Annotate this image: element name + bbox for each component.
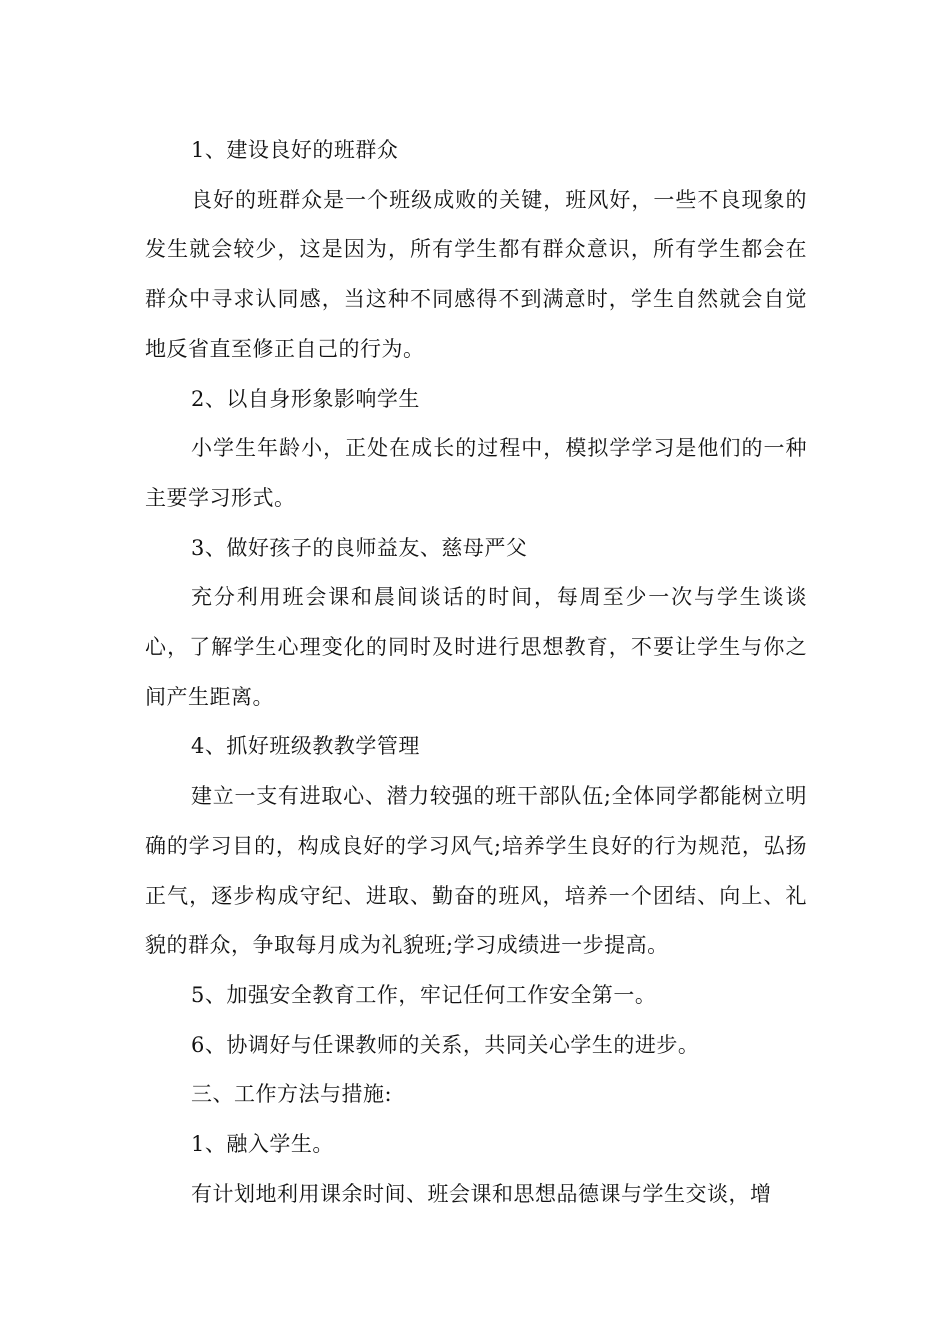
section-heading-4: 4、抓好班级教教学管理 [191,734,420,759]
chapter-heading-3: 三、工作方法与措施: [191,1082,393,1107]
body-paragraph-1: 良好的班群众是一个班级成败的关键，班风好，一些不良现象的发生就会较少，这是因为，所有学生都有群众意识，所有学生都会在群众中寻求认同感，当这种不同感得不到满意时，学生自然就会自觉地反省直至修正自己的行为。 [145,187,807,361]
section-heading-1: 1、建设良好的班群众 [191,138,399,162]
body-paragraph-4: 建立一支有进取心、潜力较强的班干部队伍;全体同学都能树立明确的学习目的，构成良好的学习风气;培养学生良好的行为规范，弘扬正气，逐步构成守纪、进取、勤奋的班风，培养一个团结、向上、礼貌的群众，争取每月成为礼貌班;学习成绩进一步提高。 [145,784,807,958]
document-body [145,126,807,1219]
section-heading-5: 5、加强安全教育工作，牢记任何工作安全第一。 [191,982,657,1007]
section-heading-3: 3、做好孩子的良师益友、慈母严父 [191,535,528,560]
body-paragraph-3: 充分利用班会课和晨间谈话的时间，每周至少一次与学生谈谈心，了解学生心理变化的同时及时进行思想教育，不要让学生与你之间产生距离。 [145,585,807,709]
section-heading-2: 2、以自身形象影响学生 [191,386,420,411]
body-paragraph-2: 小学生年龄小，正处在成长的过程中，模拟学学习是他们的一种主要学习形式。 [145,436,807,510]
section-heading-6: 6、协调好与任课教师的关系，共同关心学生的进步。 [191,1032,700,1057]
method-heading-1: 1、融入学生。 [191,1132,334,1157]
body-paragraph-5: 有计划地利用课余时间、班会课和思想品德课与学生交谈，增 [191,1181,772,1206]
